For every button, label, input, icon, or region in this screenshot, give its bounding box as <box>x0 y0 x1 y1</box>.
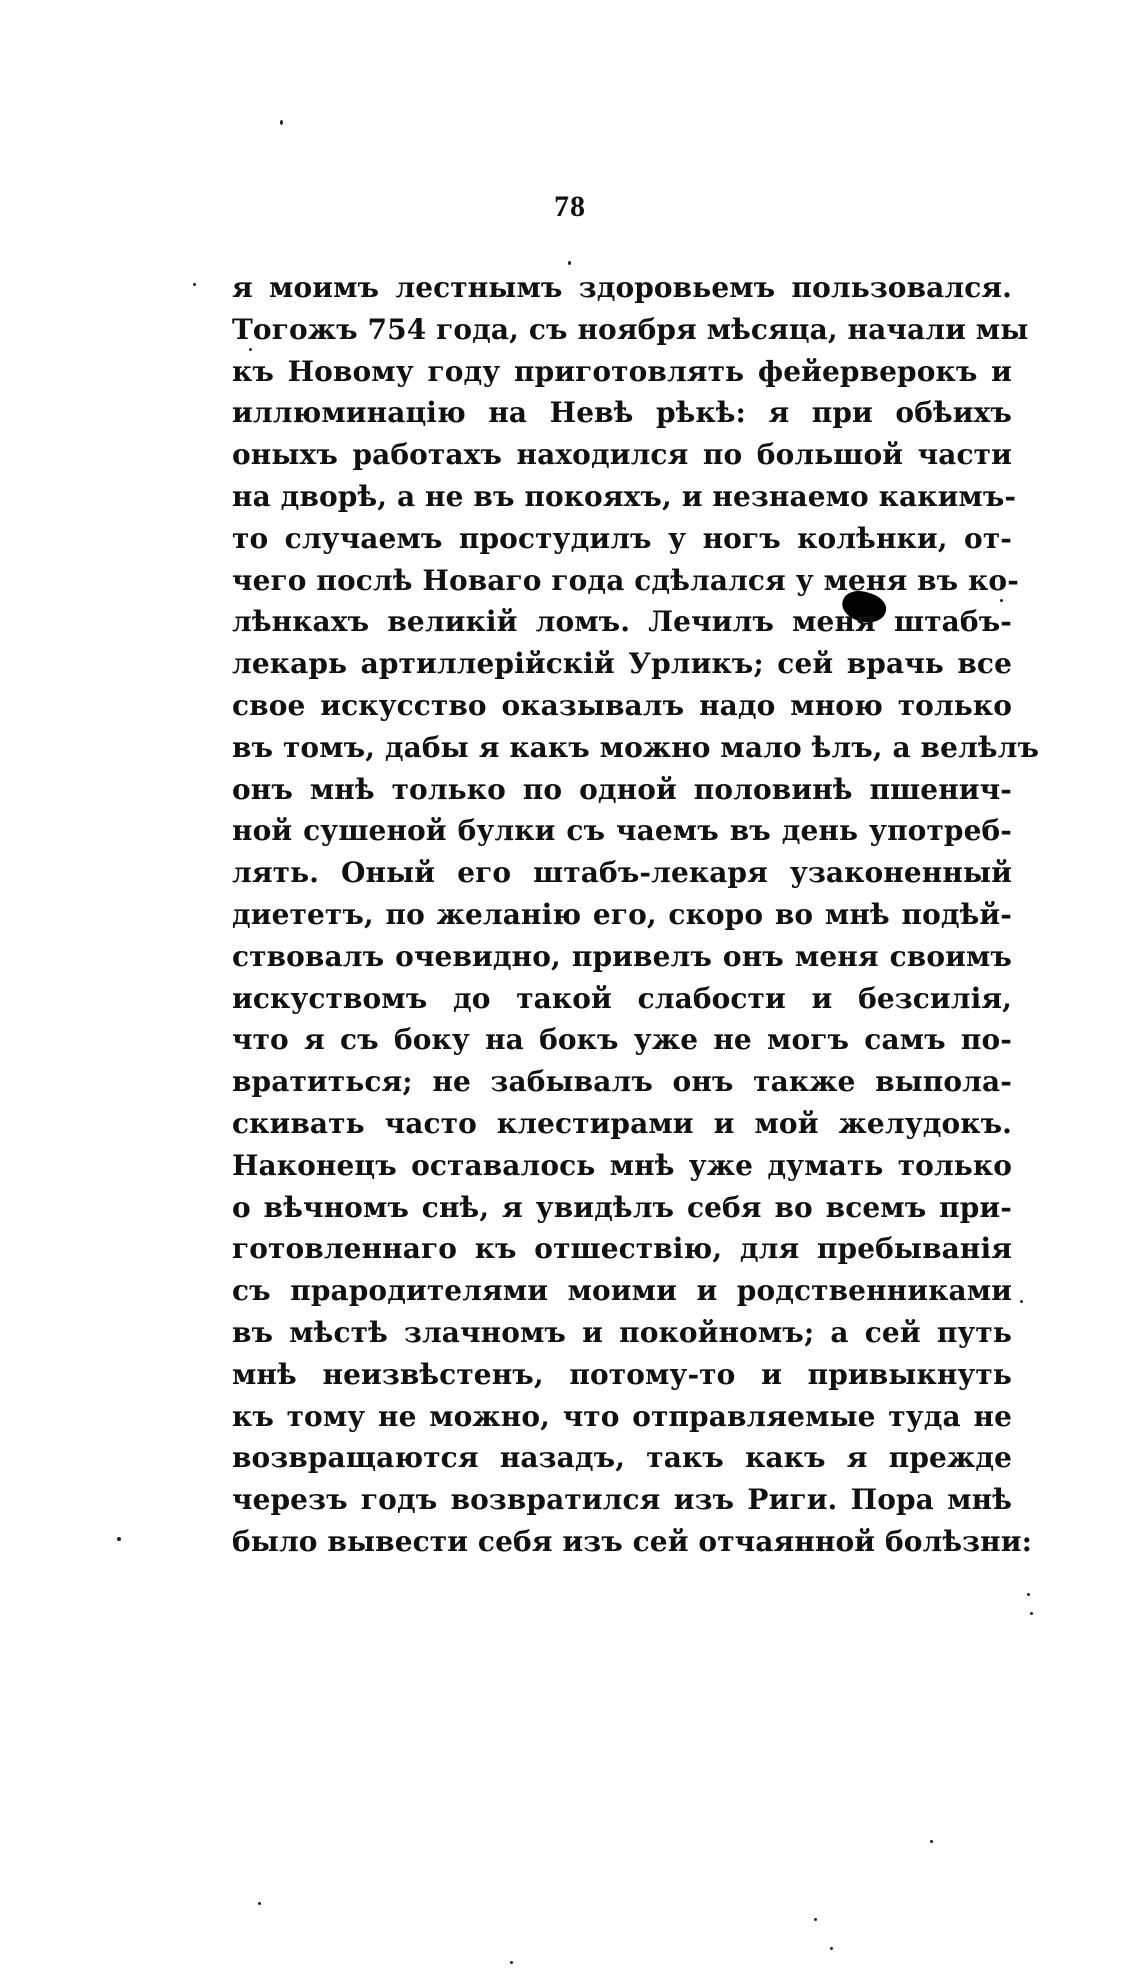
text-line: съ прародителями моими и родственниками <box>232 1274 1012 1308</box>
page-number: 78 <box>554 190 586 223</box>
speck <box>814 1918 817 1921</box>
text-line: ной сушеной булки съ чаемъ въ день употреб- <box>232 814 1012 848</box>
text-line: къ Новому году приготовлять фейерверокъ и <box>232 354 1012 388</box>
speck <box>1030 1612 1033 1615</box>
text-line: лять. Оный его штабъ-лекаря узаконенный <box>232 856 1012 890</box>
text-line: лѣнкахъ великій ломъ. Лечилъ меня штабъ- <box>232 605 1012 639</box>
speck <box>193 283 196 286</box>
speck <box>1020 1300 1023 1303</box>
text-line: лекарь артиллерійскій Урликъ; сей врачь все <box>232 647 1012 681</box>
text-line: къ тому не можно, что отправляемые туда не <box>232 1399 1012 1433</box>
speck <box>117 1537 121 1541</box>
text-line: Наконецъ оставалось мнѣ уже думать только <box>232 1148 1012 1182</box>
text-line: ствовалъ очевидно, привелъ онъ меня своимъ <box>232 939 1012 973</box>
text-line: было вывести себя изъ сей отчаянной болѣзни: <box>232 1524 1033 1558</box>
speck <box>568 261 571 265</box>
text-line: то случаемъ простудилъ у ногъ колѣнки, от- <box>232 521 1012 555</box>
text-line: вратиться; не забывалъ онъ также выпола- <box>232 1065 1012 1099</box>
text-line: иллюминацію на Невѣ рѣкѣ: я при обѣихъ <box>232 396 1012 430</box>
body-text <box>232 267 1040 1563</box>
text-line: въ мѣстѣ злачномъ и покойномъ; а сей путь <box>232 1315 1012 1349</box>
text-line: оныхъ работахъ находился по большой части <box>232 438 1012 472</box>
speck <box>510 1961 513 1964</box>
text-line: чего послѣ Новаго года сдѣлался у меня въ ко- <box>232 563 1019 597</box>
text-line: мнѣ неизвѣстенъ, потому-то и привыкнуть <box>232 1357 1012 1391</box>
speck <box>830 1947 833 1950</box>
text-line: что я съ боку на бокъ уже не могъ самъ по- <box>232 1023 1012 1057</box>
text-line: скивать часто клестирами и мой желудокъ. <box>232 1106 1012 1140</box>
text-line: о вѣчномъ снѣ, я увидѣлъ себя во всемъ при- <box>232 1190 1012 1224</box>
text-line: готовленнаго къ отшествію, для пребыванія <box>232 1232 1012 1266</box>
speck <box>930 1840 933 1843</box>
speck <box>280 120 283 125</box>
text-line: черезъ годъ возвратился изъ Риги. Пора мнѣ <box>232 1483 1012 1517</box>
text-line: искуствомъ до такой слабости и безсилія, <box>232 981 1012 1015</box>
text-line: диететъ, по желанію его, скоро во мнѣ подѣй- <box>232 897 1012 931</box>
text-line: въ томъ, дабы я какъ можно мало ѣлъ, а велѣлъ <box>232 730 1040 764</box>
text-line: возвращаются назадъ, такъ какъ я прежде <box>232 1441 1012 1475</box>
speck <box>1027 1593 1030 1596</box>
text-line: на дворѣ, а не въ покояхъ, и незнаемо какимъ- <box>232 479 1017 513</box>
speck <box>258 1902 261 1905</box>
text-line: онъ мнѣ только по одной половинѣ пшенич- <box>232 772 1012 806</box>
text-line: я моимъ лестнымъ здоровьемъ пользовался. <box>232 271 1012 304</box>
text-line: свое искусство оказывалъ надо мною только <box>232 688 1012 722</box>
text-line: Тогожъ 754 года, съ ноября мѣсяца, начали мы <box>232 312 1029 346</box>
